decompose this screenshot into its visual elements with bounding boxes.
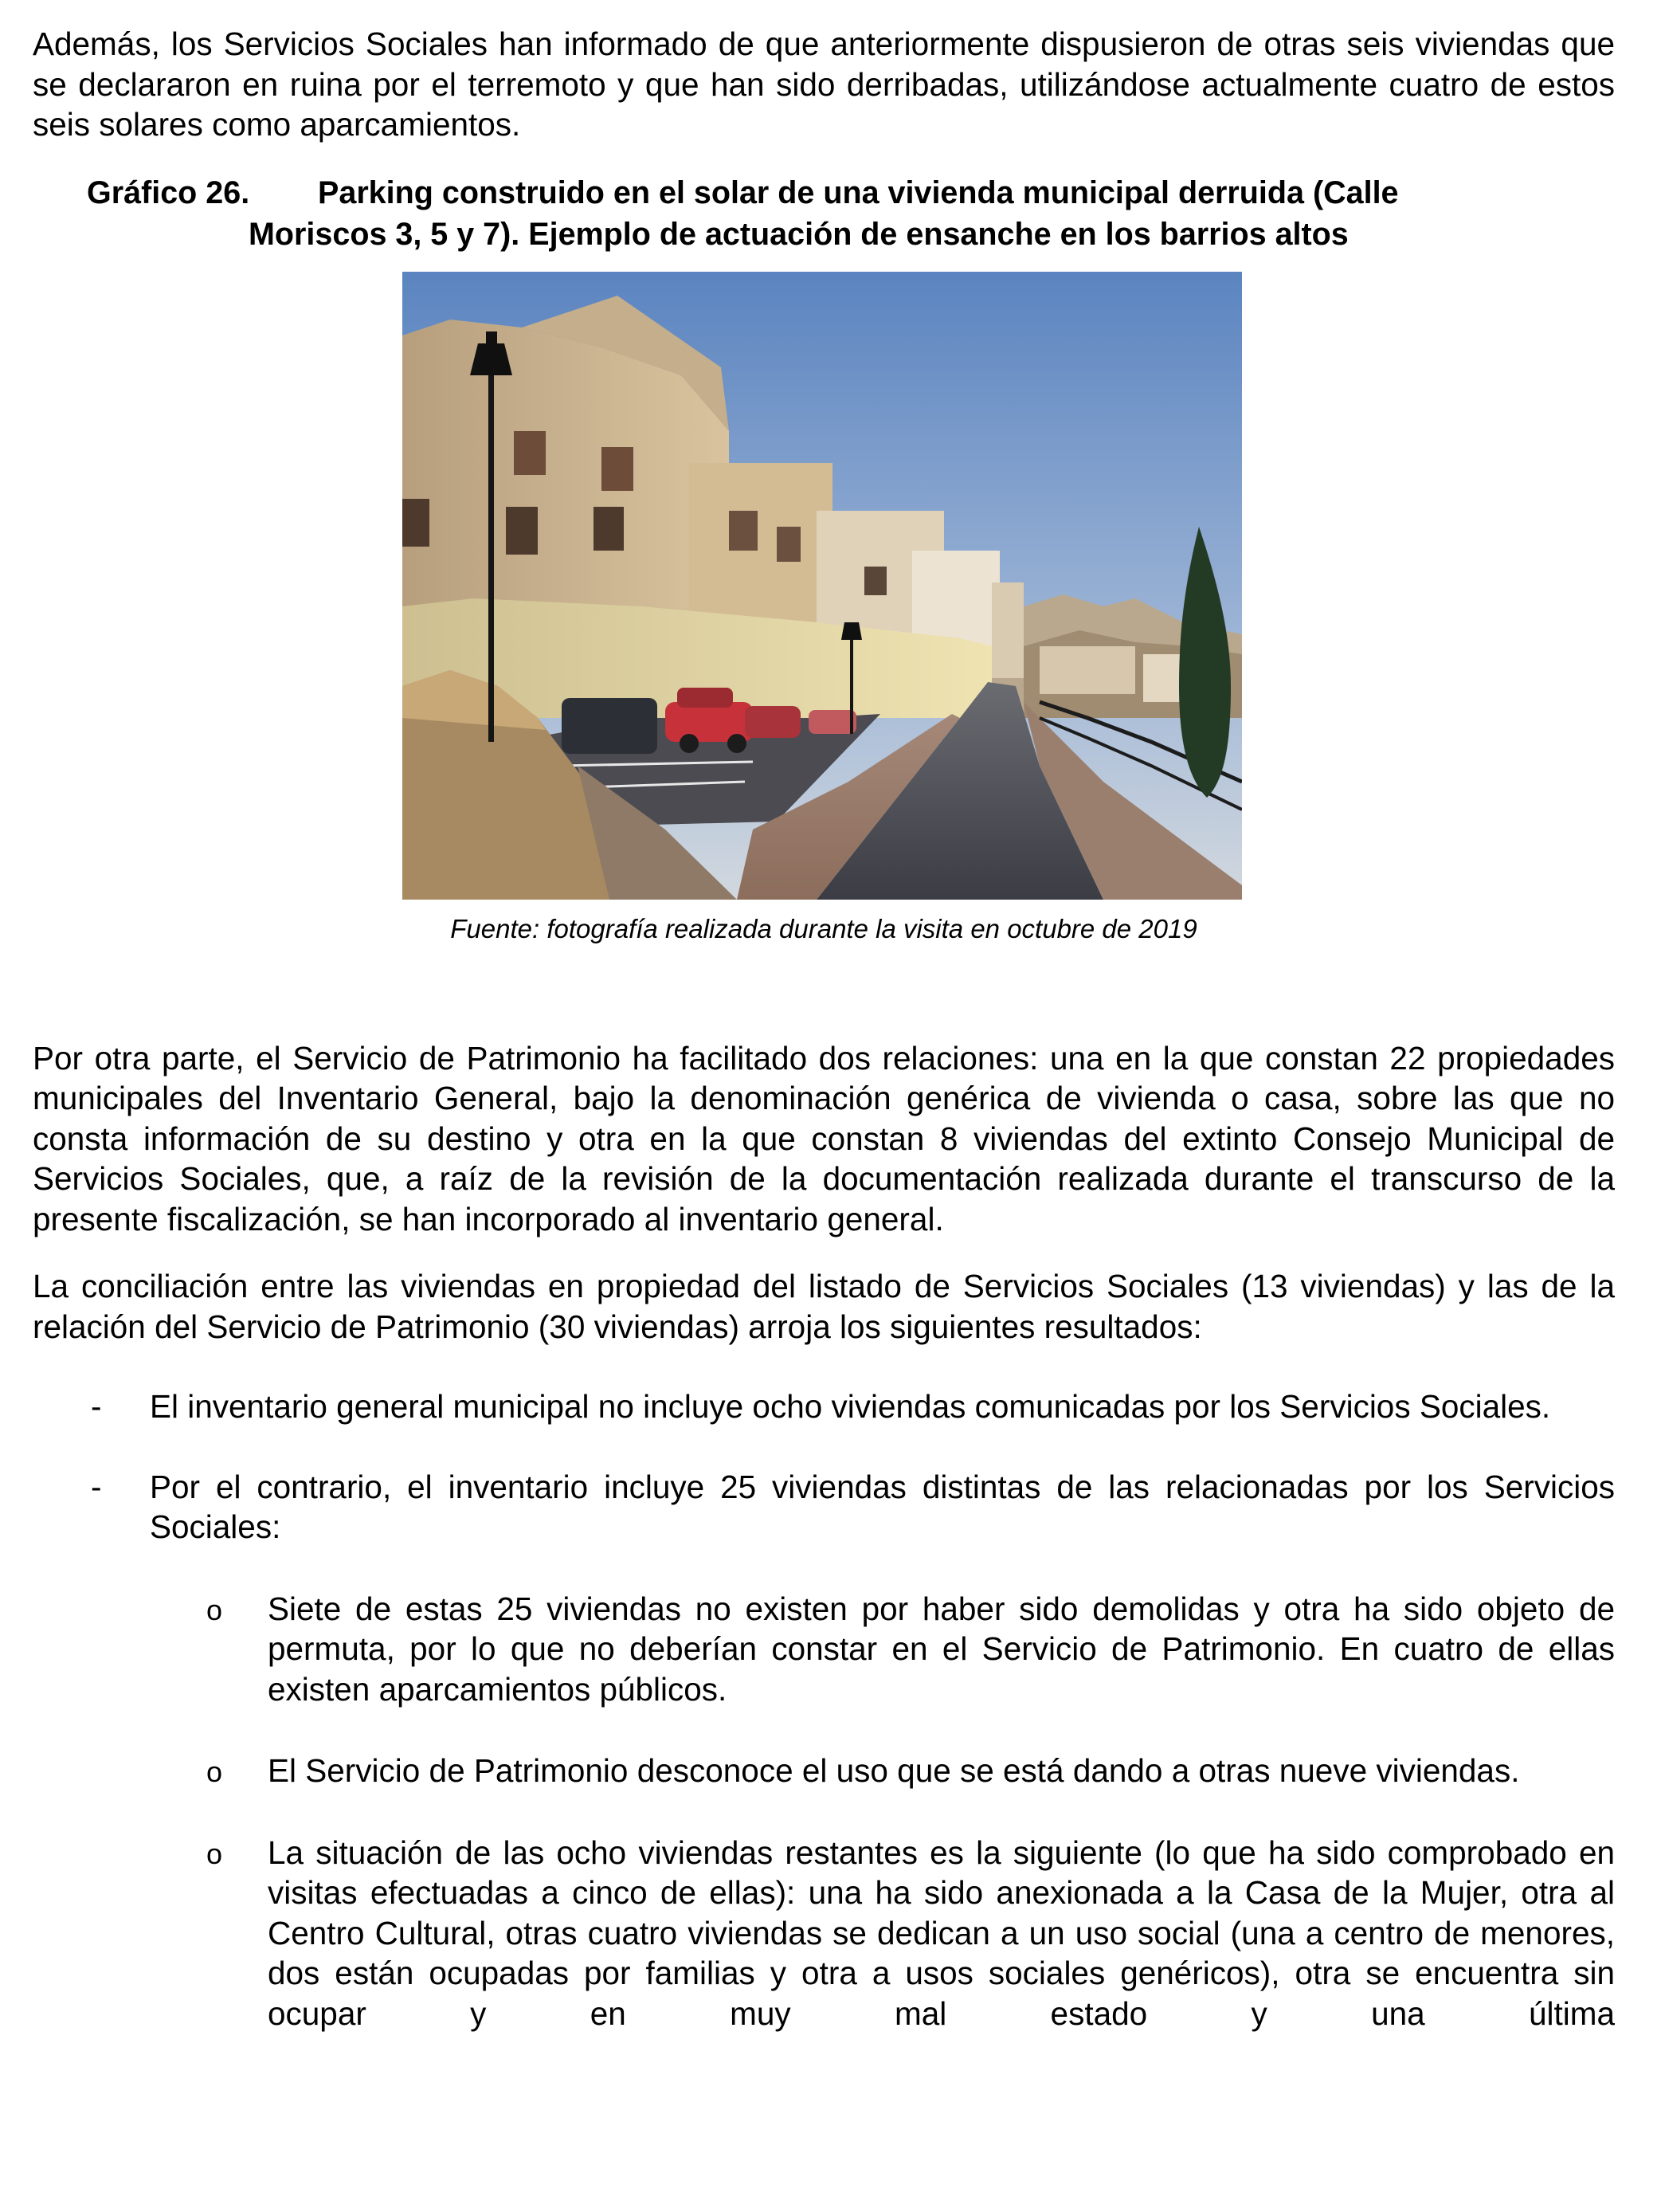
- intro-paragraph: Además, los Servicios Sociales han informado de que anteriormente dispusieron de otras seis viviendas que se declararon en ruina por el terremoto y que han sido derribadas, utilizándose actualmente cuatro de estos seis solares como aparcamientos.: [33, 25, 1615, 143]
- sub-list-item: [33, 1589, 1615, 1710]
- figure-source: Fuente: fotografía realizada durante la visita en octubre de 2019: [450, 913, 1197, 943]
- list-item: [33, 1386, 1615, 1427]
- sub-list-item: [33, 1833, 1615, 2034]
- dash-bullet: -: [91, 1388, 102, 1425]
- sub-list-item-text: Siete de estas 25 viviendas no existen por haber sido demolidas y otra ha sido objeto de permuta, por lo que no deberían constar en el Servicio de Patrimonio. En cuatro de ellas existen aparcamientos públicos.: [268, 1590, 1615, 1708]
- circle-bullet: o: [206, 1755, 223, 1788]
- document-page: [33, 24, 1615, 2034]
- figure-label: Gráfico 26.: [87, 175, 250, 210]
- sub-list-item-text: El Servicio de Patrimonio desconoce el uso que se está dando a otras nueve viviendas.: [268, 1752, 1520, 1789]
- figure-title-line2: Moriscos 3, 5 y 7). Ejemplo de actuación de ensanche en los barrios altos: [249, 216, 1349, 252]
- circle-bullet: o: [206, 1593, 223, 1626]
- sub-list-item: [33, 1751, 1615, 1791]
- patrimonio-paragraph: Por otra parte, el Servicio de Patrimonio ha facilitado dos relaciones: una en la que constan 22 propiedades municipales del Inventario General, bajo la denominación genérica de vivienda o casa, sobre las que no consta información de su destino y otra en la que constan 8 viviendas del extinto Consejo Municipal de Servicios Sociales, que, a raíz de la revisión de la documentación realizada durante el transcurso de la presente fiscalización, se han incorporado al inventario general.: [33, 1039, 1615, 1237]
- figure-caption: [87, 172, 1600, 255]
- list-item: [33, 1467, 1615, 1547]
- photo-street-lamp: [488, 367, 494, 742]
- dash-bullet: -: [91, 1468, 102, 1505]
- list-item-text: Por el contrario, el inventario incluye 25 viviendas distintas de las relacionadas por los Servicios Sociales:: [150, 1468, 1615, 1545]
- conciliacion-paragraph: La conciliación entre las viviendas en propiedad del listado de Servicios Sociales (13 viviendas) y las de la relación del Servicio de Patrimonio (30 viviendas) arroja los siguientes resultados:: [33, 1268, 1615, 1345]
- figure-title-line1: Parking construido en el solar de una vivienda municipal derruida (Calle: [318, 175, 1399, 210]
- street-parking-photo: [402, 272, 1242, 900]
- list-item-text: El inventario general municipal no incluye ocho viviendas comunicadas por los Servicios Sociales.: [150, 1388, 1551, 1425]
- sub-list-item-text: La situación de las ocho viviendas restantes es la siguiente (lo que ha sido comprobado en visitas efectuadas a cinco de ellas): una ha sido anexionada a la Casa de la Mujer, otra al Centro Cultural, otras cuatro viviendas se dedican a un uso social (una a centro de menores, dos están ocupadas por familias y otra a usos sociales genéricos), otra se encuentra sin ocupar y en muy mal estado y una última: [268, 1834, 1615, 2032]
- circle-bullet: o: [206, 1837, 223, 1870]
